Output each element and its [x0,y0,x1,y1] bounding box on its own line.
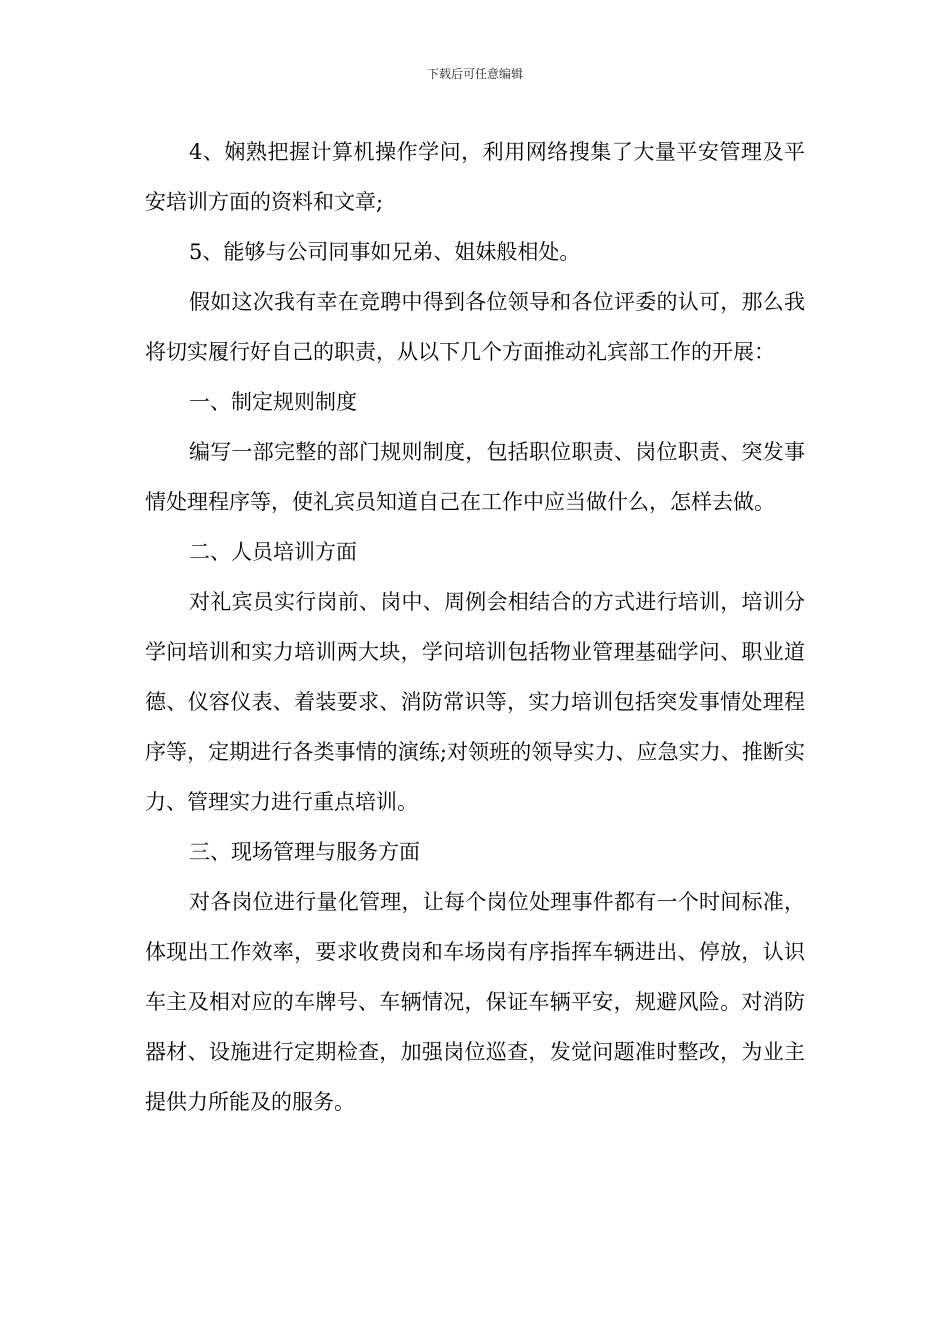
section-heading-training: 二、人员培训方面 [189,540,357,564]
section-heading-management: 三、现场管理与服务方面 [189,840,420,864]
paragraph-management: 对各岗位进行量化管理，让每个岗位处理事件都有一个时间标准，体现出工作效率，要求收费岗和车场岗有序指挥车辆进出、停放，认识车主及相对应的车牌号、车辆情况，保证车辆平安，规避风险。对消防器材、设施进行定期检查，加强岗位巡查，发觉问题准时整改，为业主提供力所能及的服务。 [145,890,805,1114]
page-header: 下载后可任意编辑 [426,67,523,81]
paragraph-rules: 编写一部完整的部门规则制度，包括职位职责、岗位职责、突发事情处理程序等，使礼宾员知道自己在工作中应当做什么，怎样去做。 [145,440,805,514]
paragraph-skill-colleagues: 5、能够与公司同事如兄弟、姐妹般相处。 [189,240,581,264]
paragraph-skill-computer: 4、娴熟把握计算机操作学问，利用网络搜集了大量平安管理及平安培训方面的资料和文章; [145,140,805,214]
paragraph-intro-plan: 假如这次我有幸在竞聘中得到各位领导和各位评委的认可，那么我将切实履行好自己的职责，从以下几个方面推动礼宾部工作的开展： [145,290,805,364]
section-heading-rules: 一、制定规则制度 [189,390,357,414]
paragraph-training: 对礼宾员实行岗前、岗中、周例会相结合的方式进行培训，培训分学问培训和实力培训两大块，学问培训包括物业管理基础学问、职业道德、仪容仪表、着装要求、消防常识等，实力培训包括突发事情处理程序等，定期进行各类事情的演练;对领班的领导实力、应急实力、推断实力、管理实力进行重点培训。 [145,590,805,814]
document-body [145,127,805,1127]
